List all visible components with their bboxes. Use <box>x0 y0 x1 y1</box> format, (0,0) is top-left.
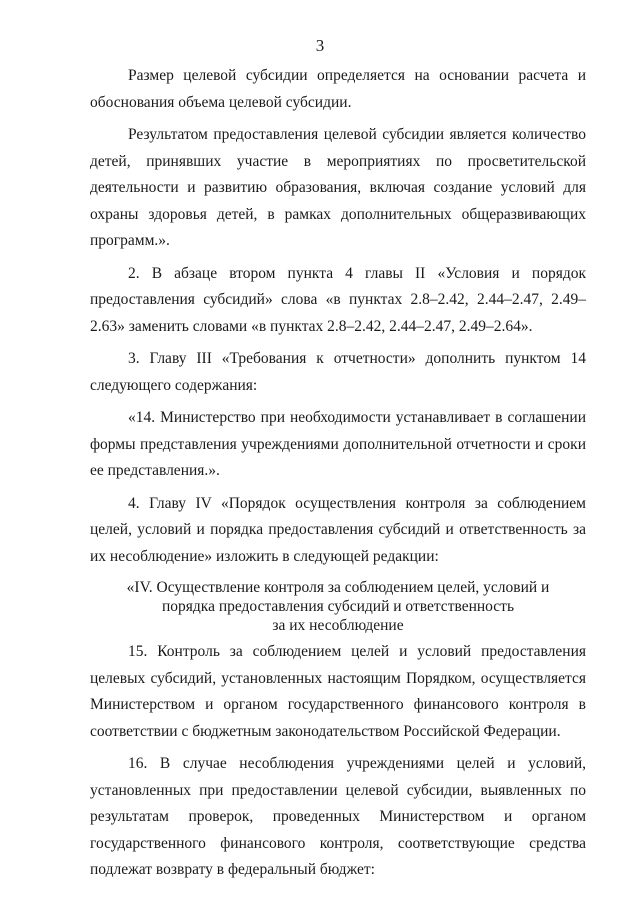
paragraph-subsidy-size: Размер целевой субсидии определяется на основании расчета и обоснования объема целевой субсидии. <box>90 67 586 111</box>
paragraph-item-3: 3. Главу III «Требования к отчетности» дополнить пунктом 14 следующего содержания: <box>90 350 586 394</box>
paragraph-item-2: 2. В абзаце втором пункта 4 главы II «Условия и порядок предоставления субсидий» слова «в пунктах 2.8–2.42, 2.44–2.47, 2.49–2.63» заменить словами «в пунктах 2.8–2.42, 2.44–2.47, 2.49–2.64». <box>90 264 586 335</box>
paragraph-item-15: 15. Контроль за соблюдением целей и условий предоставления целевых субсидий, установленных настоящим Порядком, осуществляется Министерством и органом государственного финансового контроля в соответствии с бюджетным законодательством Российской Федерации. <box>90 643 586 740</box>
paragraph-item-4: 4. Главу IV «Порядок осуществления контроля за соблюдением целей, условий и порядка предоставления субсидий и ответственность за их несоблюдение» изложить в следующей редакции: <box>90 494 586 565</box>
page-number: 3 <box>315 36 325 55</box>
chapter-heading-line: за их несоблюдение <box>272 617 404 634</box>
paragraph-subsidy-result: Результатом предоставления целевой субсидии является количество детей, принявших участие в мероприятиях по просветительской деятельности и развитию образования, включая создание условий для охраны здоровья детей, в рамках дополнительных общеразвивающих программ.». <box>90 126 586 249</box>
chapter-heading-line: порядка предоставления субсидий и ответственность <box>161 598 515 615</box>
paragraph-item-14: «14. Министерство при необходимости устанавливает в соглашении формы представления учреждениями дополнительной отчетности и сроки ее представления.». <box>90 409 586 479</box>
paragraph-item-16: 16. В случае несоблюдения учреждениями целей и условий, установленных при предоставлении целевой субсидии, выявленных по результатам проверок, проведенных Министерством и органом государственного финансового контроля, соответствующие средства подлежат возврату в федеральный бюджет: <box>90 755 586 878</box>
document-body <box>90 63 586 884</box>
chapter-heading-line: «IV. Осуществление контроля за соблюдением целей, условий и <box>126 579 550 596</box>
chapter-heading <box>90 576 586 639</box>
